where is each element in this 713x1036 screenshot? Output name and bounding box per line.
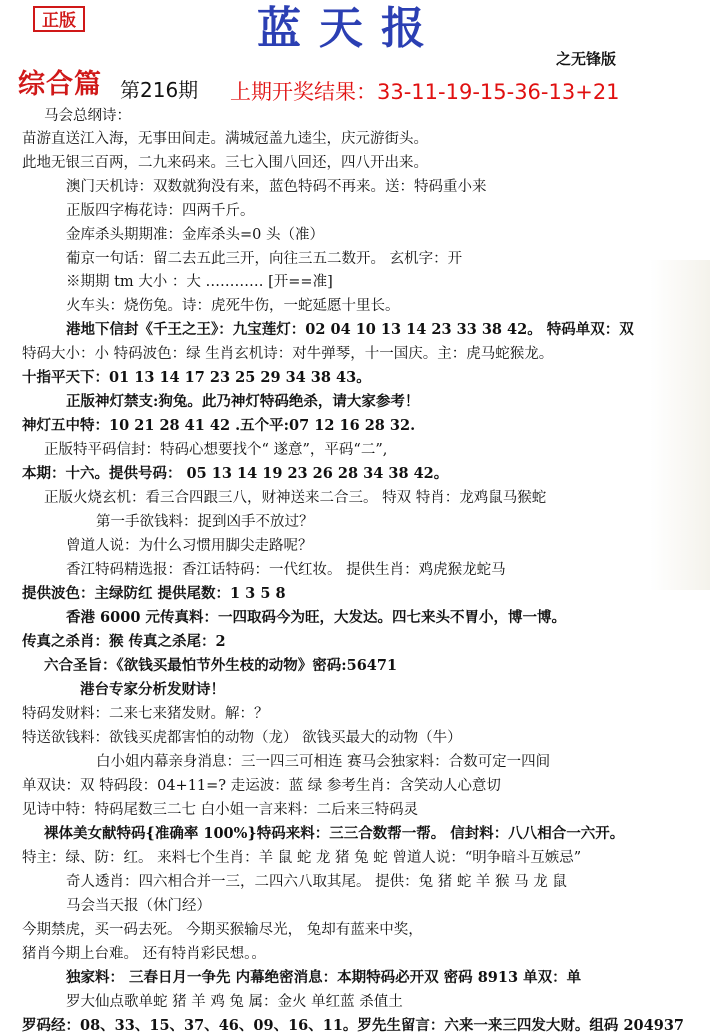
text-line: 罗大仙点歌单蛇 猪 羊 鸡 兔 属：金火 单红蓝 杀值土 — [66, 994, 403, 1010]
text-line: 见诗中特：特码尾数三二七 白小姐一言来料：二后来三特码灵 — [22, 802, 419, 818]
text-line: 罗码经：08、33、15、37、46、09、16、11。罗先生留言：六来一来三四发大财。组码 204937 — [22, 1017, 685, 1034]
text-line: 独家料： 三春日月一争先 内幕绝密消息：本期特码必开双 密码 8913 单双：单 — [66, 969, 582, 986]
text-line: 传真之杀肖：猴 传真之杀尾：2 — [22, 633, 226, 650]
text-line: 奇人透肖：四六相合并一三，二四六八取其尾。 提供：兔 猪 蛇 羊 猴 马 龙 鼠 — [66, 874, 567, 890]
edition-name: 之无锋版 — [556, 50, 617, 68]
text-line: 提供波色：主绿防红 提供尾数：1 3 5 8 — [22, 585, 286, 602]
text-line: 港地下信封《千王之王》：九宝莲灯：02 04 10 13 14 23 33 38 42。 特码单双：双 — [66, 321, 634, 338]
text-line: 特码发财料：二来七来猪发财。解：？ — [22, 706, 269, 722]
text-line: 六合圣旨：《欲钱买最怕节外生枝的动物》密码:56471 — [44, 657, 398, 674]
previous-draw-result: 上期开奖结果：33-11-19-15-36-13+21 — [230, 80, 620, 104]
text-line: 特主：绿、防：红。 来料七个生肖：羊 鼠 蛇 龙 猪 兔 蛇 曾道人说：“明争暗斗互嫉忌” — [22, 850, 582, 866]
text-line: 澳门天机诗：双数就狗没有来，蓝色特码不再来。送：特码重小来 — [66, 179, 487, 195]
text-line: 金库杀头期期准：金库杀头=0 头（准） — [66, 227, 324, 243]
text-line: 正版四字梅花诗：四两千斤。 — [66, 203, 255, 219]
text-line: 正版火烧玄机：看三合四跟三八，财神送来二合三。 特双 特肖：龙鸡鼠马猴蛇 — [44, 490, 547, 506]
text-line: 马会总纲诗： — [44, 108, 131, 124]
text-line: 本期：十六。提供号码： 05 13 14 19 23 26 28 34 38 42。 — [22, 465, 449, 482]
text-line: 正版特平码信封：特码心想要找个“ 遂意”，平码“二”, — [44, 442, 388, 458]
text-line: 猪肖今期上台难。 还有特肖彩民想。。 — [22, 946, 266, 962]
text-line: 曾道人说：为什么习惯用脚尖走路呢？ — [66, 538, 313, 554]
text-line: 特送欲钱料：欲钱买虎都害怕的动物（龙） 欲钱买最大的动物（牛） — [22, 730, 462, 746]
text-line: 特码大小：小 特码波色：绿 生肖玄机诗：对牛弹琴，十一国庆。主：虎马蛇猴龙。 — [22, 346, 554, 362]
text-line: 单双诀：双 特码段：04+11=? 走运波：蓝 绿 参考生肖：含笑动人心意切 — [22, 778, 501, 794]
section-heading: 综合篇 — [18, 69, 102, 100]
text-line: 香江特码精选报：香江话特码：一代红妆。 提供生肖：鸡虎猴龙蛇马 — [66, 562, 506, 578]
text-line: 裸体美女献特码{准确率 100%}特码来料：三三合数帮一帮。 信封料：八八相合一六开。 — [44, 825, 625, 842]
text-line: 香港 6000 元传真料：一四取码今为旺，大发达。四七来头不胃小，博一博。 — [66, 609, 566, 626]
newspaper-title: 蓝天报 — [257, 3, 443, 54]
text-line: 葡京一句话：留二去五此三开，向往三五二数开。 玄机字：开 — [66, 251, 463, 267]
text-line: ※期期 tm 大小 ：大 ………… [开==准] — [66, 274, 333, 290]
text-line: 港台专家分析发财诗！ — [80, 681, 225, 698]
article-body — [0, 106, 713, 1034]
text-line: 白小姐内幕亲身消息：三一四三可相连 赛马会独家料：合数可定一四间 — [96, 754, 551, 770]
text-line: 火车头：烧伤兔。诗：虎死牛伤，一蛇延愿十里长。 — [66, 298, 400, 314]
edition-badge: 正版 — [33, 6, 85, 32]
text-line: 神灯五中特：10 21 28 41 42 .五个平:07 12 16 28 32. — [22, 417, 416, 434]
text-line: 此地无银三百两，二九来码来。三七入围八回还，四八开出来。 — [22, 155, 428, 171]
text-line: 十指平天下：01 13 14 17 23 25 29 34 38 43。 — [22, 369, 371, 386]
text-line: 正版神灯禁支:狗兔。此乃神灯特码绝杀，请大家参考！ — [66, 393, 420, 410]
text-line: 苗游直送江入海，无事田间走。满城冠盖九逵尘，庆元游街头。 — [22, 131, 428, 147]
text-line: 第一手欲钱料：捉到凶手不放过？ — [96, 514, 314, 530]
text-line: 今期禁虎，买一码去死。 今期买猴输尽光， 兔却有蓝来中奖， — [22, 922, 423, 938]
text-line: 马会当天报（休门经） — [66, 898, 211, 914]
issue-number: 第216期 — [120, 78, 199, 102]
